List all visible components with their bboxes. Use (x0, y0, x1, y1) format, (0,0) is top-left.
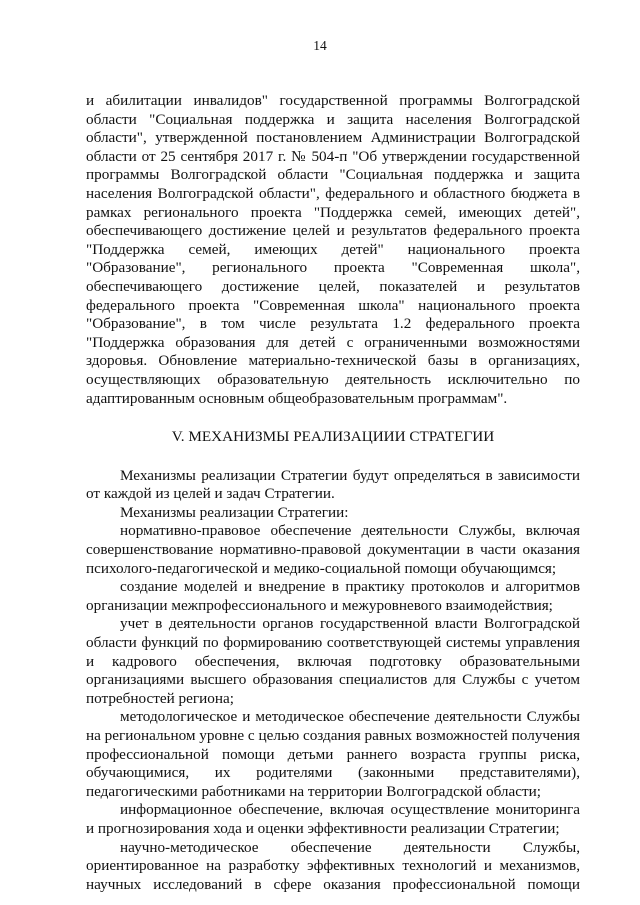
list-item: учет в деятельности органов государственной власти Волгоградской области функций по формированию соответствующей системы управления и кадрового обеспечения, включая подготовку образовательными организациями высшего образования специалистов для Службы с учетом потребностей региона; (86, 615, 580, 707)
section-heading: V. МЕХАНИЗМЫ РЕАЛИЗАЦИИИ СТРАТЕГИИ (171, 428, 495, 446)
list-item: информационное обеспечение, включая осуществление мониторинга и прогнозирования хода и оценки эффективности реализации Стратегии; (86, 801, 580, 837)
list-item: создание моделей и внедрение в практику протоколов и алгоритмов организации межпрофессионального и межуровневого взаимодействия; (86, 578, 580, 614)
document-body (86, 92, 580, 894)
list-item: научно-методическое обеспечение деятельности Службы, ориентированное на разработку эффективных технологий и механизмов, научных исследований в сфере оказания профессиональной помощи (86, 838, 580, 893)
list-item: нормативно-правовое обеспечение деятельности Службы, включая совершенствование нормативно-правовой документации в части оказания психолого-педагогической и медико-социальной помощи обучающимся; (86, 522, 580, 577)
paragraph: Механизмы реализации Стратегии будут определяться в зависимости от каждой из целей и задач Стратегии. (86, 466, 580, 503)
paragraph-continued: и абилитации инвалидов" государственной программы Волгоградской области "Социальная поддержка и защита населения Волгоградской области", утвержденной постановлением Администрации Волгоградской области от 25 сентября 2017 г. № 504-п "Об утверждении государственной программы Волгоградской области "Социальная поддержка и защита населения Волгоградской области", федерального и областного бюджета в рамках регионального проекта "Поддержка семей, имеющих детей", обеспечивающего достижение целей и результатов федерального проекта "Поддержка семей, имеющих детей" национального проекта "Образование", регионального проекта "Современная школа", обеспечивающего достижение целей, показателей и результатов федерального проекта "Современная школа" национального проекта "Образование", в том числе результата 1.2 федерального проекта "Поддержка образования для детей с ограниченными возможностями здоровья. Обновление материально-технической базы в организациях, осуществляющих образовательную деятельность исключительно по адаптированным основным общеобразовательным программам". (86, 92, 580, 407)
paragraph: Механизмы реализации Стратегии: (120, 503, 349, 521)
page-number: 14 (313, 38, 327, 53)
list-item: методологическое и методическое обеспечение деятельности Службы на региональном уровне с целью создания равных возможностей получения профессиональной помощи детьми раннего возраста группы риска, обучающимися, их родителями (законными представителями), педагогическими работниками на территории Волгоградской области; (86, 708, 580, 800)
